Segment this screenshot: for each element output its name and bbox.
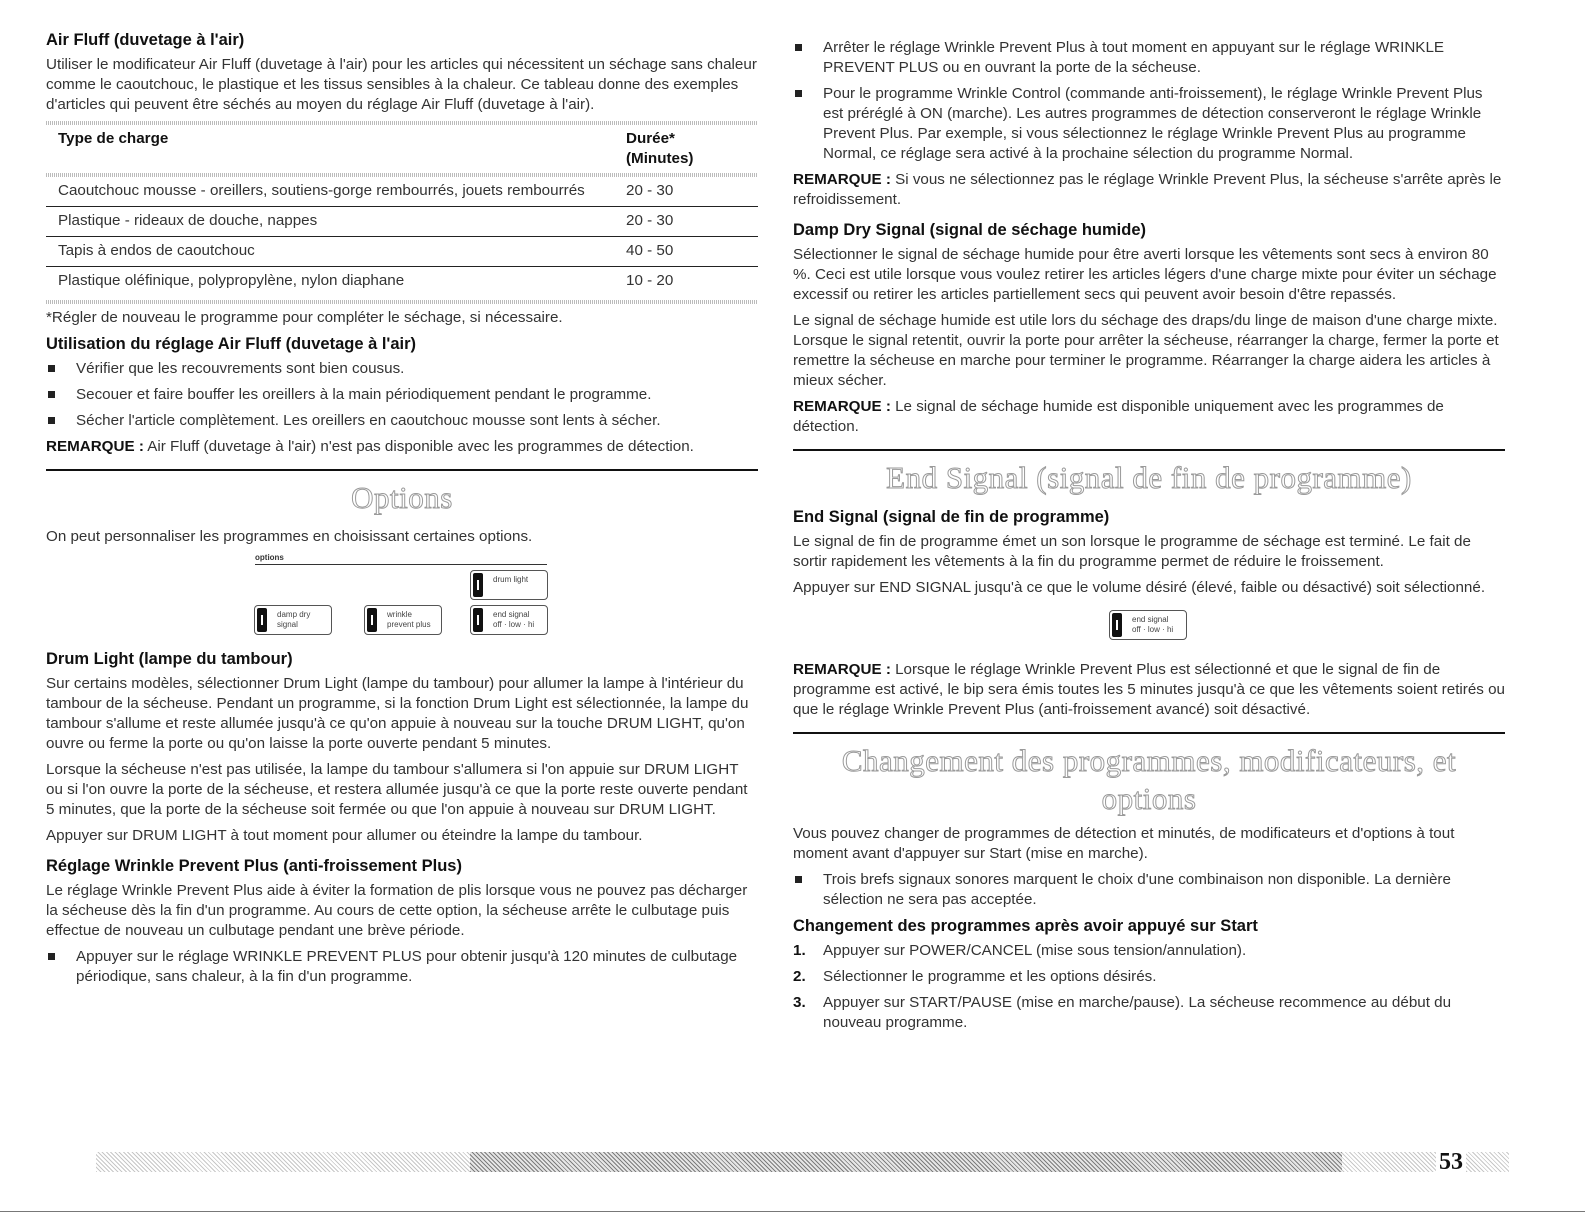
end-signal-button[interactable] [1109,610,1187,640]
options-panel-line [255,564,547,565]
indicator-led-icon [367,608,377,632]
button-label: end signal off · low · hi [1132,615,1174,634]
remarque-label: REMARQUE : [793,171,891,188]
list-item: Secouer et faire bouffer les oreillers à la main périodiquement pendant le programme. [46,385,758,405]
damp-dry-signal-button[interactable] [254,605,332,635]
list-item: Trois brefs signaux sonores marquent le choix d'une combinaison non disponible. La dernière sélection ne sera pas acceptée. [793,870,1505,910]
button-label: end signal off · low · hi [493,610,535,629]
table-header-row [46,125,758,173]
wrinkle-heading: Réglage Wrinkle Prevent Plus (anti-froissement Plus) [46,857,462,875]
drum-light-p3: Appuyer sur DRUM LIGHT à tout moment pour allumer ou éteindre la lampe du tambour. [46,827,643,844]
table-cell-type: Tapis à endos de caoutchouc [46,237,626,267]
table-cell-type: Plastique - rideaux de douche, nappes [46,207,626,237]
list-item: Appuyer sur le réglage WRINKLE PREVENT PLUS pour obtenir jusqu'à 120 minutes de culbutage périodique, sans chaleur, à la fin d'un programme. [46,947,758,987]
end-signal-button[interactable] [470,605,548,635]
list-item: Vérifier que les recouvrements sont bien cousus. [46,359,758,379]
remarque-label: REMARQUE : [793,398,891,415]
air-fluff-intro: Utiliser le modificateur Air Fluff (duvetage à l'air) pour les articles qui nécessitent un séchage sans chaleur comme le caoutchouc, le plastique et les tissus sensibles à la chaleur. Ce tableau donne des exemples d'articles qui peuvent être séchés au moyen du réglage Air Fluff (duvetage à l'air). [46,56,757,113]
table-cell-duration: 20 - 30 [626,207,758,237]
wrinkle-list [46,947,758,987]
table-bottom-rule [46,300,758,304]
list-item: Pour le programme Wrinkle Control (commande anti-froissement), le réglage Wrinkle Prevent Plus est préréglé à ON (marche). Les autres programmes de détection conserveront le réglage Wrinkle Prevent Plus. Par exemple, si vous sélectionnez le réglage Wrinkle Prevent Plus au programme Normal, ce réglage sera activé à la prochaine sélection du programme Normal. [793,84,1505,164]
remarque-text: Air Fluff (duvetage à l'air) n'est pas disponible avec les programmes de détection. [143,438,694,455]
changement-banner-line2: options [1101,781,1197,816]
options-intro: On peut personnaliser les programmes en choisissant certaines options. [46,528,533,545]
remarque-label: REMARQUE : [46,438,144,455]
options-section-rule [46,469,758,471]
air-fluff-footnote: *Régler de nouveau le programme pour compléter le séchage, si nécessaire. [46,309,563,326]
options-panel-illustration [46,553,758,639]
options-panel-label: options [255,553,284,562]
wrinkle-remarque [793,170,1505,210]
changement-banner-line1: Changement des programmes, modificateurs, et [841,743,1457,778]
end-signal-section-rule [793,449,1505,451]
list-item: Arrêter le réglage Wrinkle Prevent Plus à tout moment en appuyant sur le réglage WRINKLE PREVENT PLUS ou en ouvrant la porte de la sécheuse. [793,38,1505,78]
table-cell-type: Caoutchouc mousse - oreillers, soutiens-gorge rembourrés, jouets rembourrés [46,177,626,207]
indicator-led-icon [473,573,483,597]
remarque-text: Lorsque le réglage Wrinkle Prevent Plus est sélectionné et que le signal de fin de programme est activé, le bip sera émis toutes les 5 minutes jusqu'à ce que les vêtements soient retirés ou que le réglage Wrinkle Prevent Plus (anti-froissement avancé) soit désactivé. [793,661,1505,718]
list-item: 3. Appuyer sur START/PAUSE (mise en marche/pause). La sécheuse recommence au début du nouveau programme. [793,994,1452,1031]
wrinkle-continued-list [793,38,1505,164]
wrinkle-p1: Le réglage Wrinkle Prevent Plus aide à éviter la formation de plis lorsque vous ne pouvez pas décharger la sécheuse dès la fin d'un programme. Au cours de cette option, la sécheuse arrête le culbutage puis effectue de nouveau un culbutage pendant une brève période. [46,882,748,939]
utilisation-heading: Utilisation du réglage Air Fluff (duvetage à l'air) [46,335,417,353]
remarque-text: Si vous ne sélectionnez pas le réglage Wrinkle Prevent Plus, la sécheuse s'arrête après le refroidissement. [793,171,1502,208]
wrinkle-prevent-plus-button[interactable] [364,605,442,635]
button-label: damp dry signal [277,610,311,629]
drum-light-p2: Lorsque la sécheuse n'est pas utilisée, la lampe du tambour s'allumera si l'on appuie sur DRUM LIGHT ou si l'on ouvre la porte de la sécheuse, et restera allumée jusqu'à ce que la porte reste ouverte pendant 5 minutes, que la porte de la sécheuse soit fermée ou que l'on appuie à nouveau sur DRUM LIGHT. [46,761,748,818]
table-cell-duration: 10 - 20 [626,272,674,289]
damp-dry-p2: Le signal de séchage humide est utile lors du séchage des draps/du linge de maison d'une charge mixte. Lorsque le signal retentit, ouvrir la porte pour arrêter la sécheuse, réarranger la charge, fermer la porte et remettre la sécheuse en marche pour terminer le programme. Réarranger la charge aidera les articles à mieux sécher. [793,312,1499,389]
indicator-led-icon [257,608,267,632]
end-signal-p2: Appuyer sur END SIGNAL jusqu'à ce que le volume désiré (élevé, faible ou désactivé) soit sélectionné. [793,579,1486,596]
end-signal-remarque [793,660,1505,720]
footer-hatched-bar-dark [470,1152,1342,1172]
table-row [46,237,758,267]
end-signal-p1: Le signal de fin de programme émet un son lorsque le programme de séchage est terminé. Le fait de sortir rapidement les vêtements à la fin du programme permet de réduire le froissement. [793,533,1471,570]
table-header-duration-line2: (Minutes) [626,150,694,167]
damp-dry-p1: Sélectionner le signal de séchage humide pour être averti lorsque les vêtements sont secs à environ 80 %. Ceci est utile lorsque vous voulez retirer les articles légers d'une charge mixte pour éviter un séchage excessif ou retirer les articles partiellement secs qui peuvent avoir besoin d'être repassés. [793,246,1497,303]
utilisation-list [46,359,758,431]
end-signal-heading: End Signal (signal de fin de programme) [793,508,1110,526]
drum-light-p1: Sur certains modèles, sélectionner Drum Light (lampe du tambour) pour allumer la lampe à l'intérieur du tambour de la sécheuse. Pendant un programme, si la fonction Drum Light est sélectionnée, la lampe du tambour s'allume et reste allumée jusqu'à ce qu'on appuie à nouveau sur la touche DRUM LIGHT, qu'on ouvre ou ferme la porte ou qu'on laisse la porte ouverte pendant 5 minutes. [46,675,749,752]
options-banner: Options [351,480,453,515]
changement-steps [793,941,1505,1033]
drum-light-heading: Drum Light (lampe du tambour) [46,650,293,668]
table-row [46,177,758,207]
changement-subheading: Changement des programmes après avoir appuyé sur Start [793,917,1258,935]
changement-banner [793,742,1505,818]
bottom-rule [0,1211,1585,1212]
remarque-text: Le signal de séchage humide est disponible uniquement avec les programmes de détection. [793,398,1444,435]
changement-intro: Vous pouvez changer de programmes de détection et minutés, de modificateurs et d'options à tout moment avant d'appuyer sur Start (mise en marche). [793,825,1455,862]
table-cell-duration: 40 - 50 [626,237,758,267]
table-cell-type: Plastique oléfinique, polypropylène, nylon diaphane [58,272,405,289]
changement-list [793,870,1505,910]
table-header-duration-line1: Durée* [626,130,675,147]
list-item: 1. Appuyer sur POWER/CANCEL (mise sous tension/annulation). [793,942,1247,959]
end-signal-illustration [793,604,1505,650]
indicator-led-icon [1112,613,1122,637]
damp-dry-heading: Damp Dry Signal (signal de séchage humide) [793,221,1147,239]
button-label: wrinkle prevent plus [387,610,431,629]
remarque-label: REMARQUE : [793,661,891,678]
end-signal-banner: End Signal (signal de fin de programme) [886,460,1412,495]
list-item: Sécher l'article complètement. Les oreillers en caoutchouc mousse sont lents à sécher. [46,411,758,431]
page-number: 53 [1436,1148,1466,1176]
utilisation-remarque [46,437,758,457]
table-row [46,207,758,237]
table-header-duration [626,125,758,173]
air-fluff-table [46,125,758,296]
list-item: 2. Sélectionner le programme et les options désirés. [793,968,1157,985]
button-label: drum light [493,575,529,584]
drum-light-button[interactable] [470,570,548,600]
left-column [46,30,758,993]
air-fluff-heading: Air Fluff (duvetage à l'air) [46,31,245,49]
indicator-led-icon [473,608,483,632]
table-cell-duration: 20 - 30 [626,177,758,207]
table-row [46,267,758,297]
changement-section-rule [793,732,1505,734]
table-header-type: Type de charge [58,130,169,147]
right-column [793,38,1505,1039]
footer-hatched-bar [96,1152,1509,1172]
damp-dry-remarque [793,397,1505,437]
